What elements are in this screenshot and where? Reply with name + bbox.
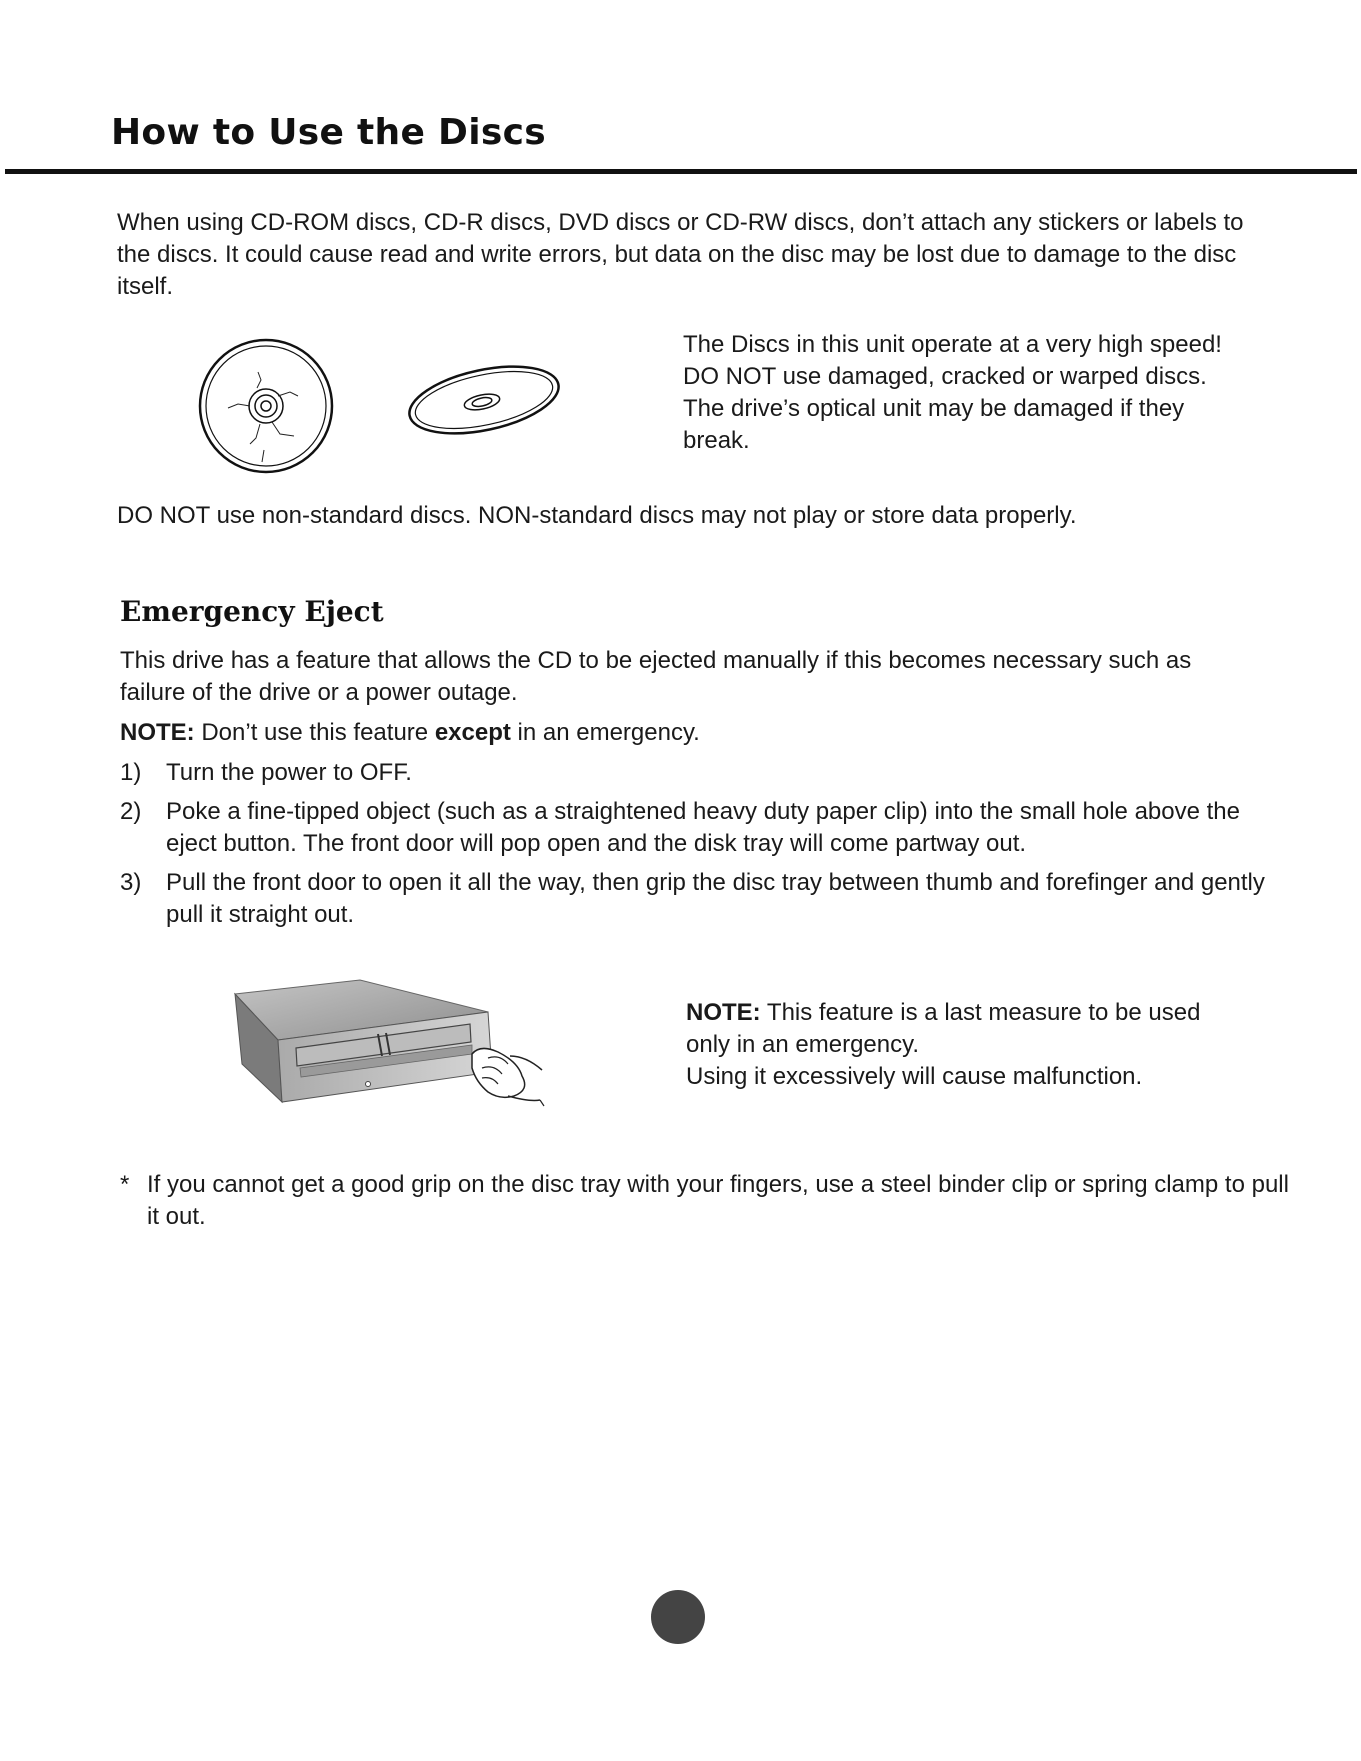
- section-heading-emergency-eject: Emergency Eject: [120, 595, 384, 628]
- page-dot-icon: [651, 1590, 705, 1644]
- warped-disc-icon: [404, 360, 564, 440]
- step-item: [120, 796, 1270, 860]
- note-emphasis: except: [434, 719, 511, 746]
- step-text: Pull the front door to open it all the way, then grip the disc tray between thumb and forefinger and gently pull it straight out.: [166, 869, 1265, 928]
- step-number: 3): [120, 869, 142, 896]
- cracked-disc-icon: [198, 338, 334, 474]
- step-text: Poke a fine-tipped object (such as a straightened heavy duty paper clip) into the small hole above the eject button. The front door will pop open and the disk tray will come partway out.: [166, 798, 1240, 857]
- note-text-part2: in an emergency.: [510, 719, 700, 746]
- cd-drive-illustration: [170, 972, 590, 1132]
- emergency-note-2: [686, 997, 1246, 1093]
- note2-line2: Using it excessively will cause malfunction.: [686, 1063, 1143, 1090]
- eject-steps-list: [120, 757, 1270, 938]
- title-rule: [5, 169, 1357, 174]
- footnote-marker: *: [120, 1171, 130, 1198]
- step-text: Turn the power to OFF.: [166, 759, 412, 786]
- footnote: [120, 1169, 1297, 1233]
- note2-line1: This feature is a last measure to be used only in an emergency.: [686, 999, 1201, 1058]
- note-text-part1: Don’t use this feature: [194, 719, 435, 746]
- step-item: [120, 867, 1270, 931]
- step-item: [120, 757, 1270, 789]
- nonstandard-warning: DO NOT use non-standard discs. NON-standard discs may not play or store data properly.: [117, 502, 1077, 529]
- emergency-note: [120, 717, 1260, 749]
- page-title: How to Use the Discs: [111, 112, 546, 153]
- note2-label: NOTE:: [686, 999, 761, 1026]
- footnote-text: If you cannot get a good grip on the disc tray with your fingers, use a steel binder clip or spring clamp to pull it out.: [147, 1171, 1289, 1230]
- note-label: NOTE:: [120, 719, 195, 746]
- speed-warning: The Discs in this unit operate at a very high speed! DO NOT use damaged, cracked or warped discs. The drive’s optical unit may be damaged if they break.: [683, 331, 1222, 454]
- intro-paragraph: When using CD-ROM discs, CD-R discs, DVD discs or CD-RW discs, don’t attach any stickers or labels to the discs. It could cause read and write errors, but data on the disc may be lost due to damage to the disc itself.: [117, 209, 1244, 300]
- step-number: 1): [120, 759, 142, 786]
- emergency-intro: This drive has a feature that allows the CD to be ejected manually if this becomes necessary such as failure of the drive or a power outage.: [120, 647, 1192, 706]
- step-number: 2): [120, 798, 142, 825]
